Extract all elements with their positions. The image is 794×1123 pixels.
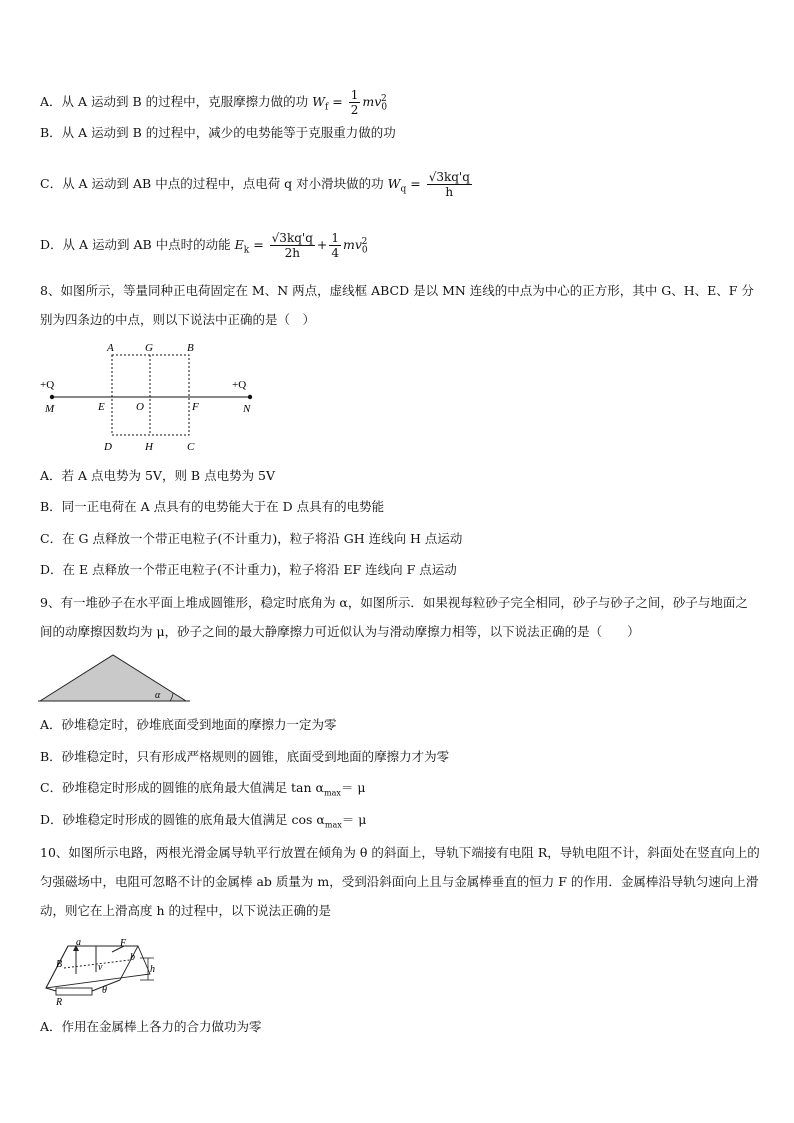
- label-theta: θ: [102, 985, 107, 996]
- label-f: F: [120, 938, 127, 949]
- label-o: O: [136, 401, 144, 413]
- label-r: R: [56, 997, 63, 1006]
- frac-num: 1: [350, 88, 359, 102]
- q9-option-d-sub: max: [324, 820, 342, 830]
- q7-option-d-fraction-2: [329, 231, 341, 260]
- q9-option-d-tail: ＝ μ: [341, 812, 367, 827]
- frac-num: √3kq'q: [428, 170, 470, 184]
- q9-option-c-tail: ＝ μ: [340, 780, 366, 795]
- q7-option-a-rest: mv: [362, 94, 382, 109]
- frac-den: 2h: [284, 246, 300, 260]
- q7-option-c-fraction: [427, 170, 472, 199]
- q9-sand-cone-figure: [38, 650, 198, 706]
- label-m: M: [45, 403, 55, 415]
- q8-option-b: B．同一正电荷在 A 点具有的电势能大于在 D 点具有的电势能: [40, 499, 385, 514]
- q9-option-c-sub: max: [323, 788, 341, 798]
- label-a: A: [107, 342, 114, 354]
- label-a: a: [76, 937, 81, 948]
- q9-option-c-text: C．砂堆稳定时形成的圆锥的底角最大值满足 tan α: [40, 780, 324, 795]
- q7-option-d-rest: mv: [343, 237, 362, 252]
- label-alpha: α: [155, 690, 161, 701]
- label-h: h: [150, 964, 155, 975]
- frac-den: 2: [350, 103, 359, 117]
- q9-option-b: B．砂堆稳定时，只有形成严格规则的圆锥，底面受到地面的摩擦力才为零: [40, 749, 450, 764]
- q8-option-c: C．在 G 点释放一个带正电粒子(不计重力)，粒子将沿 GH 连线向 H 点运动: [40, 531, 463, 546]
- q7-option-b: B．从 A 运动到 B 的过程中，减少的电势能等于克服重力做的功: [40, 125, 396, 140]
- q7-option-a-sub: f: [324, 102, 329, 113]
- label-d: D: [104, 441, 112, 453]
- label-h: H: [145, 441, 153, 453]
- q7-option-d-fraction-1: [270, 231, 315, 260]
- label-b: B: [187, 342, 194, 354]
- q10-incline-circuit-figure: [38, 934, 168, 1006]
- label-b: b: [130, 952, 135, 963]
- q7-option-a-lhs: W: [312, 94, 325, 109]
- q9-option-a: A．砂堆稳定时，砂堆底面受到地面的摩擦力一定为零: [40, 717, 337, 732]
- q7-option-a: A．从 A 运动到 B 的过程中，克服摩擦力做的功 $W_f$ = $\frac{1}{2}$ $mv_0^2$: [40, 88, 388, 117]
- label-f: F: [192, 401, 199, 413]
- q10-stem: 10、如图所示电路，两根光滑金属导轨平行放置在倾角为 θ 的斜面上，导轨下端接有电阻 R，导轨电阻不计，斜面处在竖直向上的匀强磁场中，电阻可忽略不计的金属棒 ab 质量为 m，受到沿斜面向上且与金属棒垂直的恒力 F 的作用．金属棒沿导轨匀速向上滑动，则它在上滑高度 h 的过程中，以下说法正确的是: [40, 845, 760, 918]
- label-g: G: [145, 342, 153, 354]
- label-n: N: [243, 403, 251, 415]
- q7-option-c: C．从 A 运动到 AB 中点的过程中，点电荷 q 对小滑块做的功 $W_q$ = $\frac{√3kq'q}{h}$: [40, 170, 470, 199]
- q7-option-a-fraction: [349, 88, 361, 117]
- q9-option-c: [40, 779, 365, 803]
- label-big-b: B: [56, 959, 63, 970]
- label-charge-n: +Q: [232, 379, 247, 391]
- q7-option-c-text: C．从 A 运动到 AB 中点的过程中，点电荷 q 对小滑块做的功: [40, 176, 384, 191]
- q8-option-a: A．若 A 点电势为 5V，则 B 点电势为 5V: [40, 468, 276, 483]
- q7-option-a-text: A．从 A 运动到 B 的过程中，克服摩擦力做的功: [40, 94, 309, 109]
- frac-den: h: [445, 185, 454, 199]
- q8-figure: [36, 338, 266, 458]
- q7-option-d: D．从 A 运动到 AB 中点时的动能 $E_k$ = $\frac{√3kq'q}{2h}$ + $\frac{1}{4}$ $mv_0^2$: [40, 231, 368, 260]
- label-charge-m: +Q: [40, 379, 55, 391]
- label-v: v: [98, 962, 103, 973]
- q8-stem: 8、如图所示，等量同种正电荷固定在 M、N 两点，虚线框 ABCD 是以 MN 连线的中点为中心的正方形，其中 G、H、E、F 分别为四条边的中点，则以下说法中正确的是（ ）: [40, 283, 754, 327]
- frac-num: 1: [331, 231, 339, 245]
- q10-option-a: A．作用在金属棒上各力的合力做功为零: [40, 1019, 262, 1034]
- q9-option-d-text: D．砂堆稳定时形成的圆锥的底角最大值满足 cos α: [40, 812, 325, 827]
- label-c: C: [187, 441, 195, 453]
- q9-option-d: [40, 811, 366, 835]
- label-e: E: [98, 401, 105, 413]
- q7-option-d-text: D．从 A 运动到 AB 中点时的动能: [40, 237, 231, 252]
- q8-option-d: D．在 E 点释放一个带正电粒子(不计重力)，粒子将沿 EF 连线向 F 点运动: [40, 562, 457, 577]
- frac-num: √3kq'q: [271, 231, 313, 245]
- frac-den: 4: [331, 246, 339, 260]
- q9-stem: 9、有一堆砂子在水平面上堆成圆锥形，稳定时底角为 α，如图所示．如果视每粒砂子完全相同，砂子与砂子之间，砂子与地面之间的动摩擦因数均为 μ，砂子之间的最大静摩擦力可近似认为与滑动摩擦力相等，以下说法正确的是（ ）: [40, 595, 748, 639]
